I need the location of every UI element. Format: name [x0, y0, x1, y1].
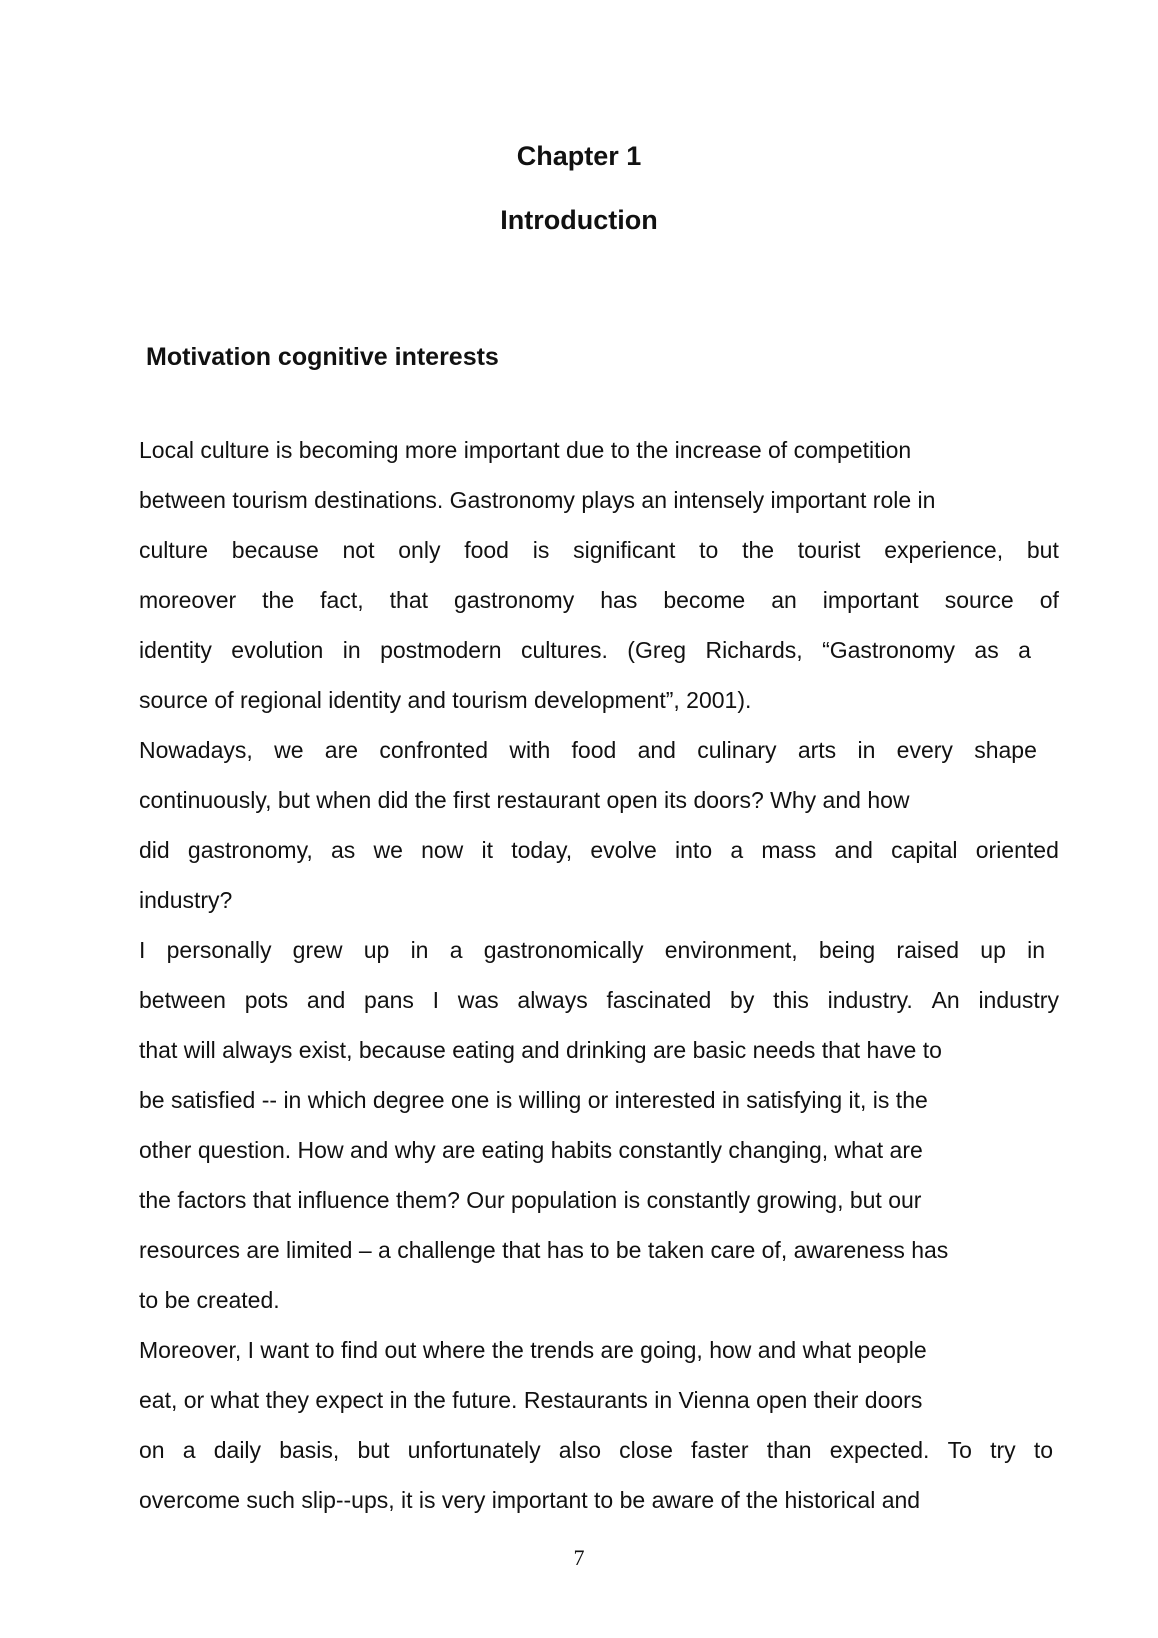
- text-line: source of regional identity and tourism development”, 2001).: [139, 687, 752, 713]
- text-line: between pots and pans I was always fascinated by this industry. An industry: [139, 987, 1059, 1013]
- text-line: culture because not only food is significant to the tourist experience, but: [139, 537, 1059, 563]
- paragraph: [139, 425, 1059, 725]
- text-line: resources are limited – a challenge that has to be taken care of, awareness has: [139, 1237, 949, 1263]
- text-line: to be created.: [139, 1287, 280, 1313]
- text-line: identity evolution in postmodern cultures. (Greg Richards, “Gastronomy as a: [139, 637, 1031, 663]
- text-line: between tourism destinations. Gastronomy plays an intensely important role in: [139, 487, 936, 513]
- text-line: that will always exist, because eating and drinking are basic needs that have to: [139, 1037, 942, 1063]
- chapter-number: Chapter 1: [516, 141, 642, 171]
- paragraph: [139, 925, 1059, 1325]
- text-line: did gastronomy, as we now it today, evolve into a mass and capital oriented: [139, 837, 1059, 863]
- text-line: Local culture is becoming more important due to the increase of competition: [139, 437, 912, 463]
- page-number: 7: [573, 1545, 585, 1570]
- text-line: industry?: [139, 887, 233, 913]
- text-line: overcome such slip--ups, it is very important to be aware of the historical and: [139, 1487, 921, 1513]
- paragraph: [139, 1325, 1059, 1525]
- text-line: moreover the fact, that gastronomy has become an important source of: [139, 587, 1059, 613]
- paragraph: [139, 725, 1059, 925]
- text-line: I personally grew up in a gastronomically environment, being raised up in: [139, 937, 1045, 963]
- text-line: on a daily basis, but unfortunately also close faster than expected. To try to: [139, 1437, 1053, 1463]
- text-line: be satisfied -- in which degree one is willing or interested in satisfying it, is the: [139, 1087, 928, 1113]
- text-line: Moreover, I want to find out where the trends are going, how and what people: [139, 1337, 927, 1363]
- text-line: continuously, but when did the first restaurant open its doors? Why and how: [139, 787, 910, 813]
- body-text: [139, 425, 1059, 1525]
- chapter-title: Introduction: [500, 205, 658, 235]
- section-heading: Motivation cognitive interests: [146, 343, 499, 371]
- text-line: eat, or what they expect in the future. Restaurants in Vienna open their doors: [139, 1387, 923, 1413]
- text-line: other question. How and why are eating habits constantly changing, what are: [139, 1137, 923, 1163]
- text-line: the factors that influence them? Our population is constantly growing, but our: [139, 1187, 922, 1213]
- text-line: Nowadays, we are confronted with food and culinary arts in every shape: [139, 737, 1037, 763]
